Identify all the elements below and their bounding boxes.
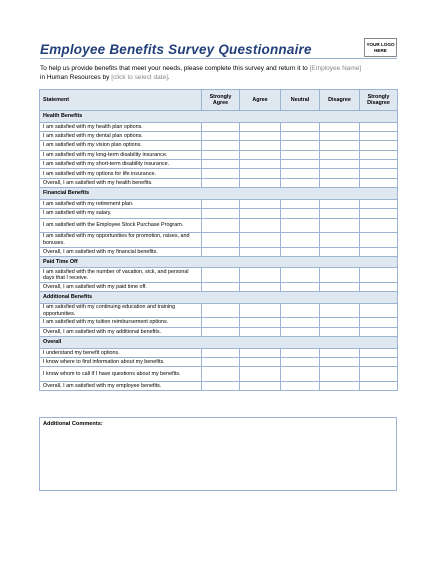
rating-cell-strongly-agree[interactable] [202,209,240,218]
rating-cell-strongly-agree[interactable] [202,199,240,208]
rating-cell-agree[interactable] [240,247,281,256]
header-neutral: Neutral [281,90,320,111]
rating-cell-agree[interactable] [240,327,281,336]
rating-cell-neutral[interactable] [281,150,320,159]
rating-cell-agree[interactable] [240,199,281,208]
rating-cell-strongly-disagree[interactable] [360,169,398,178]
rating-cell-neutral[interactable] [281,327,320,336]
section-header-row [40,292,398,304]
table-row [40,131,398,140]
rating-cell-strongly-agree[interactable] [202,367,240,382]
statement-cell: I am satisfied with the number of vacation, sick, and personal days that I receive. [40,268,202,283]
title-divider [40,58,397,59]
additional-comments-box[interactable] [39,417,397,491]
rating-cell-disagree[interactable] [320,268,360,283]
rating-cell-neutral[interactable] [281,348,320,357]
section-header-row [40,188,398,200]
section-header-row [40,256,398,268]
logo-text-line-2: HERE [374,48,387,53]
logo-text-line-1: YOUR LOGO [366,42,395,47]
statement-cell: Overall, I am satisfied with my additional benefits. [40,327,202,336]
rating-cell-strongly-agree[interactable] [202,247,240,256]
statement-cell: I know whom to call if I have questions about my benefits. [40,367,202,382]
statement-cell: I am satisfied with my continuing education and training opportunities. [40,303,202,318]
rating-cell-agree[interactable] [240,150,281,159]
table-row [40,357,398,366]
rating-cell-strongly-disagree[interactable] [360,357,398,366]
header-statement: Statement [40,90,202,111]
rating-cell-disagree[interactable] [320,327,360,336]
survey-body [40,111,398,391]
statement-cell: Overall, I am satisfied with my employee benefits. [40,381,202,390]
statement-cell: I am satisfied with my dental plan options. [40,131,202,140]
rating-cell-strongly-disagree[interactable] [360,282,398,291]
rating-cell-strongly-agree[interactable] [202,303,240,318]
rating-cell-strongly-agree[interactable] [202,381,240,390]
date-picker-field[interactable]: [click to select date] [111,73,168,81]
table-row [40,348,398,357]
rating-cell-strongly-disagree[interactable] [360,381,398,390]
employee-name-field[interactable]: [Employee Name] [309,65,362,72]
rating-cell-neutral[interactable] [281,318,320,327]
rating-cell-strongly-disagree[interactable] [360,178,398,187]
rating-cell-disagree[interactable] [320,233,360,248]
rating-cell-strongly-disagree[interactable] [360,209,398,218]
rating-cell-strongly-disagree[interactable] [360,303,398,318]
rating-cell-disagree[interactable] [320,303,360,318]
rating-cell-neutral[interactable] [281,122,320,131]
statement-cell: I know where to find information about my benefits. [40,357,202,366]
rating-cell-agree[interactable] [240,178,281,187]
rating-cell-strongly-agree[interactable] [202,357,240,366]
intro-text [40,65,400,83]
rating-cell-agree[interactable] [240,348,281,357]
rating-cell-disagree[interactable] [320,209,360,218]
rating-cell-strongly-disagree[interactable] [360,218,398,233]
rating-cell-disagree[interactable] [320,150,360,159]
rating-cell-strongly-agree[interactable] [202,348,240,357]
statement-cell: I am satisfied with my tuition reimbursement options. [40,318,202,327]
rating-cell-agree[interactable] [240,282,281,291]
rating-cell-strongly-agree[interactable] [202,131,240,140]
section-header-row [40,337,398,349]
rating-cell-strongly-agree[interactable] [202,169,240,178]
table-row [40,169,398,178]
table-row [40,282,398,291]
rating-cell-agree[interactable] [240,141,281,150]
statement-cell: I am satisfied with my health plan options. [40,122,202,131]
table-row [40,199,398,208]
statement-cell: I am satisfied with my options for life insurance. [40,169,202,178]
rating-cell-neutral[interactable] [281,178,320,187]
statement-cell: Overall, I am satisfied with my paid time off. [40,282,202,291]
table-row [40,122,398,131]
rating-cell-strongly-agree[interactable] [202,233,240,248]
rating-cell-agree[interactable] [240,268,281,283]
rating-cell-strongly-disagree[interactable] [360,327,398,336]
table-row [40,327,398,336]
rating-cell-neutral[interactable] [281,367,320,382]
statement-cell: I understand my benefit options. [40,348,202,357]
rating-cell-disagree[interactable] [320,247,360,256]
rating-cell-disagree[interactable] [320,282,360,291]
rating-cell-neutral[interactable] [281,268,320,283]
intro-line-2: in Human Resources by [40,73,110,81]
header-disagree: Disagree [320,90,360,111]
rating-cell-strongly-agree[interactable] [202,150,240,159]
rating-cell-disagree[interactable] [320,169,360,178]
header-strongly-agree: Strongly Agree [202,90,240,111]
table-row [40,150,398,159]
rating-cell-neutral[interactable] [281,233,320,248]
table-row [40,160,398,169]
header-strongly-disagree: Strongly Disagree [360,90,398,111]
statement-cell: I am satisfied with my retirement plan. [40,199,202,208]
section-title: Financial Benefits [40,188,398,200]
rating-cell-neutral[interactable] [281,218,320,233]
statement-cell: Overall, I am satisfied with my financial benefits. [40,247,202,256]
rating-cell-strongly-agree[interactable] [202,160,240,169]
rating-cell-strongly-disagree[interactable] [360,318,398,327]
rating-cell-strongly-disagree[interactable] [360,233,398,248]
rating-cell-disagree[interactable] [320,218,360,233]
table-row [40,233,398,248]
rating-cell-disagree[interactable] [320,381,360,390]
rating-cell-neutral[interactable] [281,247,320,256]
rating-cell-strongly-disagree[interactable] [360,131,398,140]
rating-cell-strongly-disagree[interactable] [360,268,398,283]
rating-cell-agree[interactable] [240,122,281,131]
table-row [40,209,398,218]
table-row [40,367,398,382]
rating-cell-neutral[interactable] [281,381,320,390]
rating-cell-agree[interactable] [240,169,281,178]
rating-cell-agree[interactable] [240,160,281,169]
rating-cell-strongly-disagree[interactable] [360,367,398,382]
rating-cell-strongly-agree[interactable] [202,268,240,283]
table-row [40,318,398,327]
statement-cell: I am satisfied with my short-term disability insurance. [40,160,202,169]
rating-cell-agree[interactable] [240,218,281,233]
logo-placeholder [364,38,397,57]
section-title: Paid Time Off [40,256,398,268]
rating-cell-agree[interactable] [240,357,281,366]
rating-cell-strongly-disagree[interactable] [360,160,398,169]
rating-cell-strongly-agree[interactable] [202,218,240,233]
rating-cell-disagree[interactable] [320,178,360,187]
rating-cell-strongly-agree[interactable] [202,141,240,150]
rating-cell-strongly-disagree[interactable] [360,348,398,357]
section-header-row [40,111,398,123]
statement-cell: I am satisfied with my opportunities for promotion, raises, and bonuses. [40,233,202,248]
rating-cell-disagree[interactable] [320,141,360,150]
survey-table [39,89,398,391]
table-row [40,178,398,187]
rating-cell-strongly-disagree[interactable] [360,199,398,208]
table-row [40,247,398,256]
section-title: Health Benefits [40,111,398,123]
rating-cell-agree[interactable] [240,318,281,327]
rating-cell-strongly-agree[interactable] [202,318,240,327]
rating-cell-strongly-agree[interactable] [202,327,240,336]
rating-cell-strongly-agree[interactable] [202,122,240,131]
rating-cell-neutral[interactable] [281,160,320,169]
rating-cell-agree[interactable] [240,303,281,318]
rating-cell-disagree[interactable] [320,131,360,140]
rating-cell-disagree[interactable] [320,160,360,169]
statement-cell: I am satisfied with my vision plan options. [40,141,202,150]
rating-cell-disagree[interactable] [320,122,360,131]
section-title: Overall [40,337,398,349]
header-agree: Agree [240,90,281,111]
rating-cell-neutral[interactable] [281,199,320,208]
survey-title: Employee Benefits Survey Questionnaire [40,42,312,57]
rating-cell-neutral[interactable] [281,141,320,150]
rating-cell-disagree[interactable] [320,367,360,382]
rating-cell-strongly-disagree[interactable] [360,141,398,150]
header-row [40,90,398,111]
rating-cell-disagree[interactable] [320,357,360,366]
rating-cell-agree[interactable] [240,131,281,140]
rating-cell-neutral[interactable] [281,131,320,140]
statement-cell: Overall, I am satisfied with my health benefits. [40,178,202,187]
rating-cell-neutral[interactable] [281,209,320,218]
rating-cell-disagree[interactable] [320,348,360,357]
rating-cell-agree[interactable] [240,209,281,218]
rating-cell-strongly-disagree[interactable] [360,122,398,131]
statement-cell: I am satisfied with the Employee Stock Purchase Program. [40,218,202,233]
table-row [40,141,398,150]
intro-period: . [167,73,170,81]
rating-cell-strongly-disagree[interactable] [360,150,398,159]
rating-cell-neutral[interactable] [281,357,320,366]
rating-cell-neutral[interactable] [281,282,320,291]
rating-cell-strongly-agree[interactable] [202,178,240,187]
rating-cell-strongly-disagree[interactable] [360,247,398,256]
rating-cell-neutral[interactable] [281,169,320,178]
table-row [40,268,398,283]
statement-cell: I am satisfied with my long-term disability insurance. [40,150,202,159]
rating-cell-disagree[interactable] [320,199,360,208]
additional-comments-label: Additional Comments: [43,421,103,427]
rating-cell-strongly-agree[interactable] [202,282,240,291]
section-title: Additional Benefits [40,292,398,304]
table-row [40,303,398,318]
rating-cell-agree[interactable] [240,367,281,382]
table-row [40,218,398,233]
rating-cell-agree[interactable] [240,381,281,390]
rating-cell-agree[interactable] [240,233,281,248]
statement-cell: I am satisfied with my salary. [40,209,202,218]
rating-cell-disagree[interactable] [320,318,360,327]
rating-cell-neutral[interactable] [281,303,320,318]
table-row [40,381,398,390]
intro-line-1: To help us provide benefits that meet your needs, please complete this survey and return it to [40,65,308,72]
